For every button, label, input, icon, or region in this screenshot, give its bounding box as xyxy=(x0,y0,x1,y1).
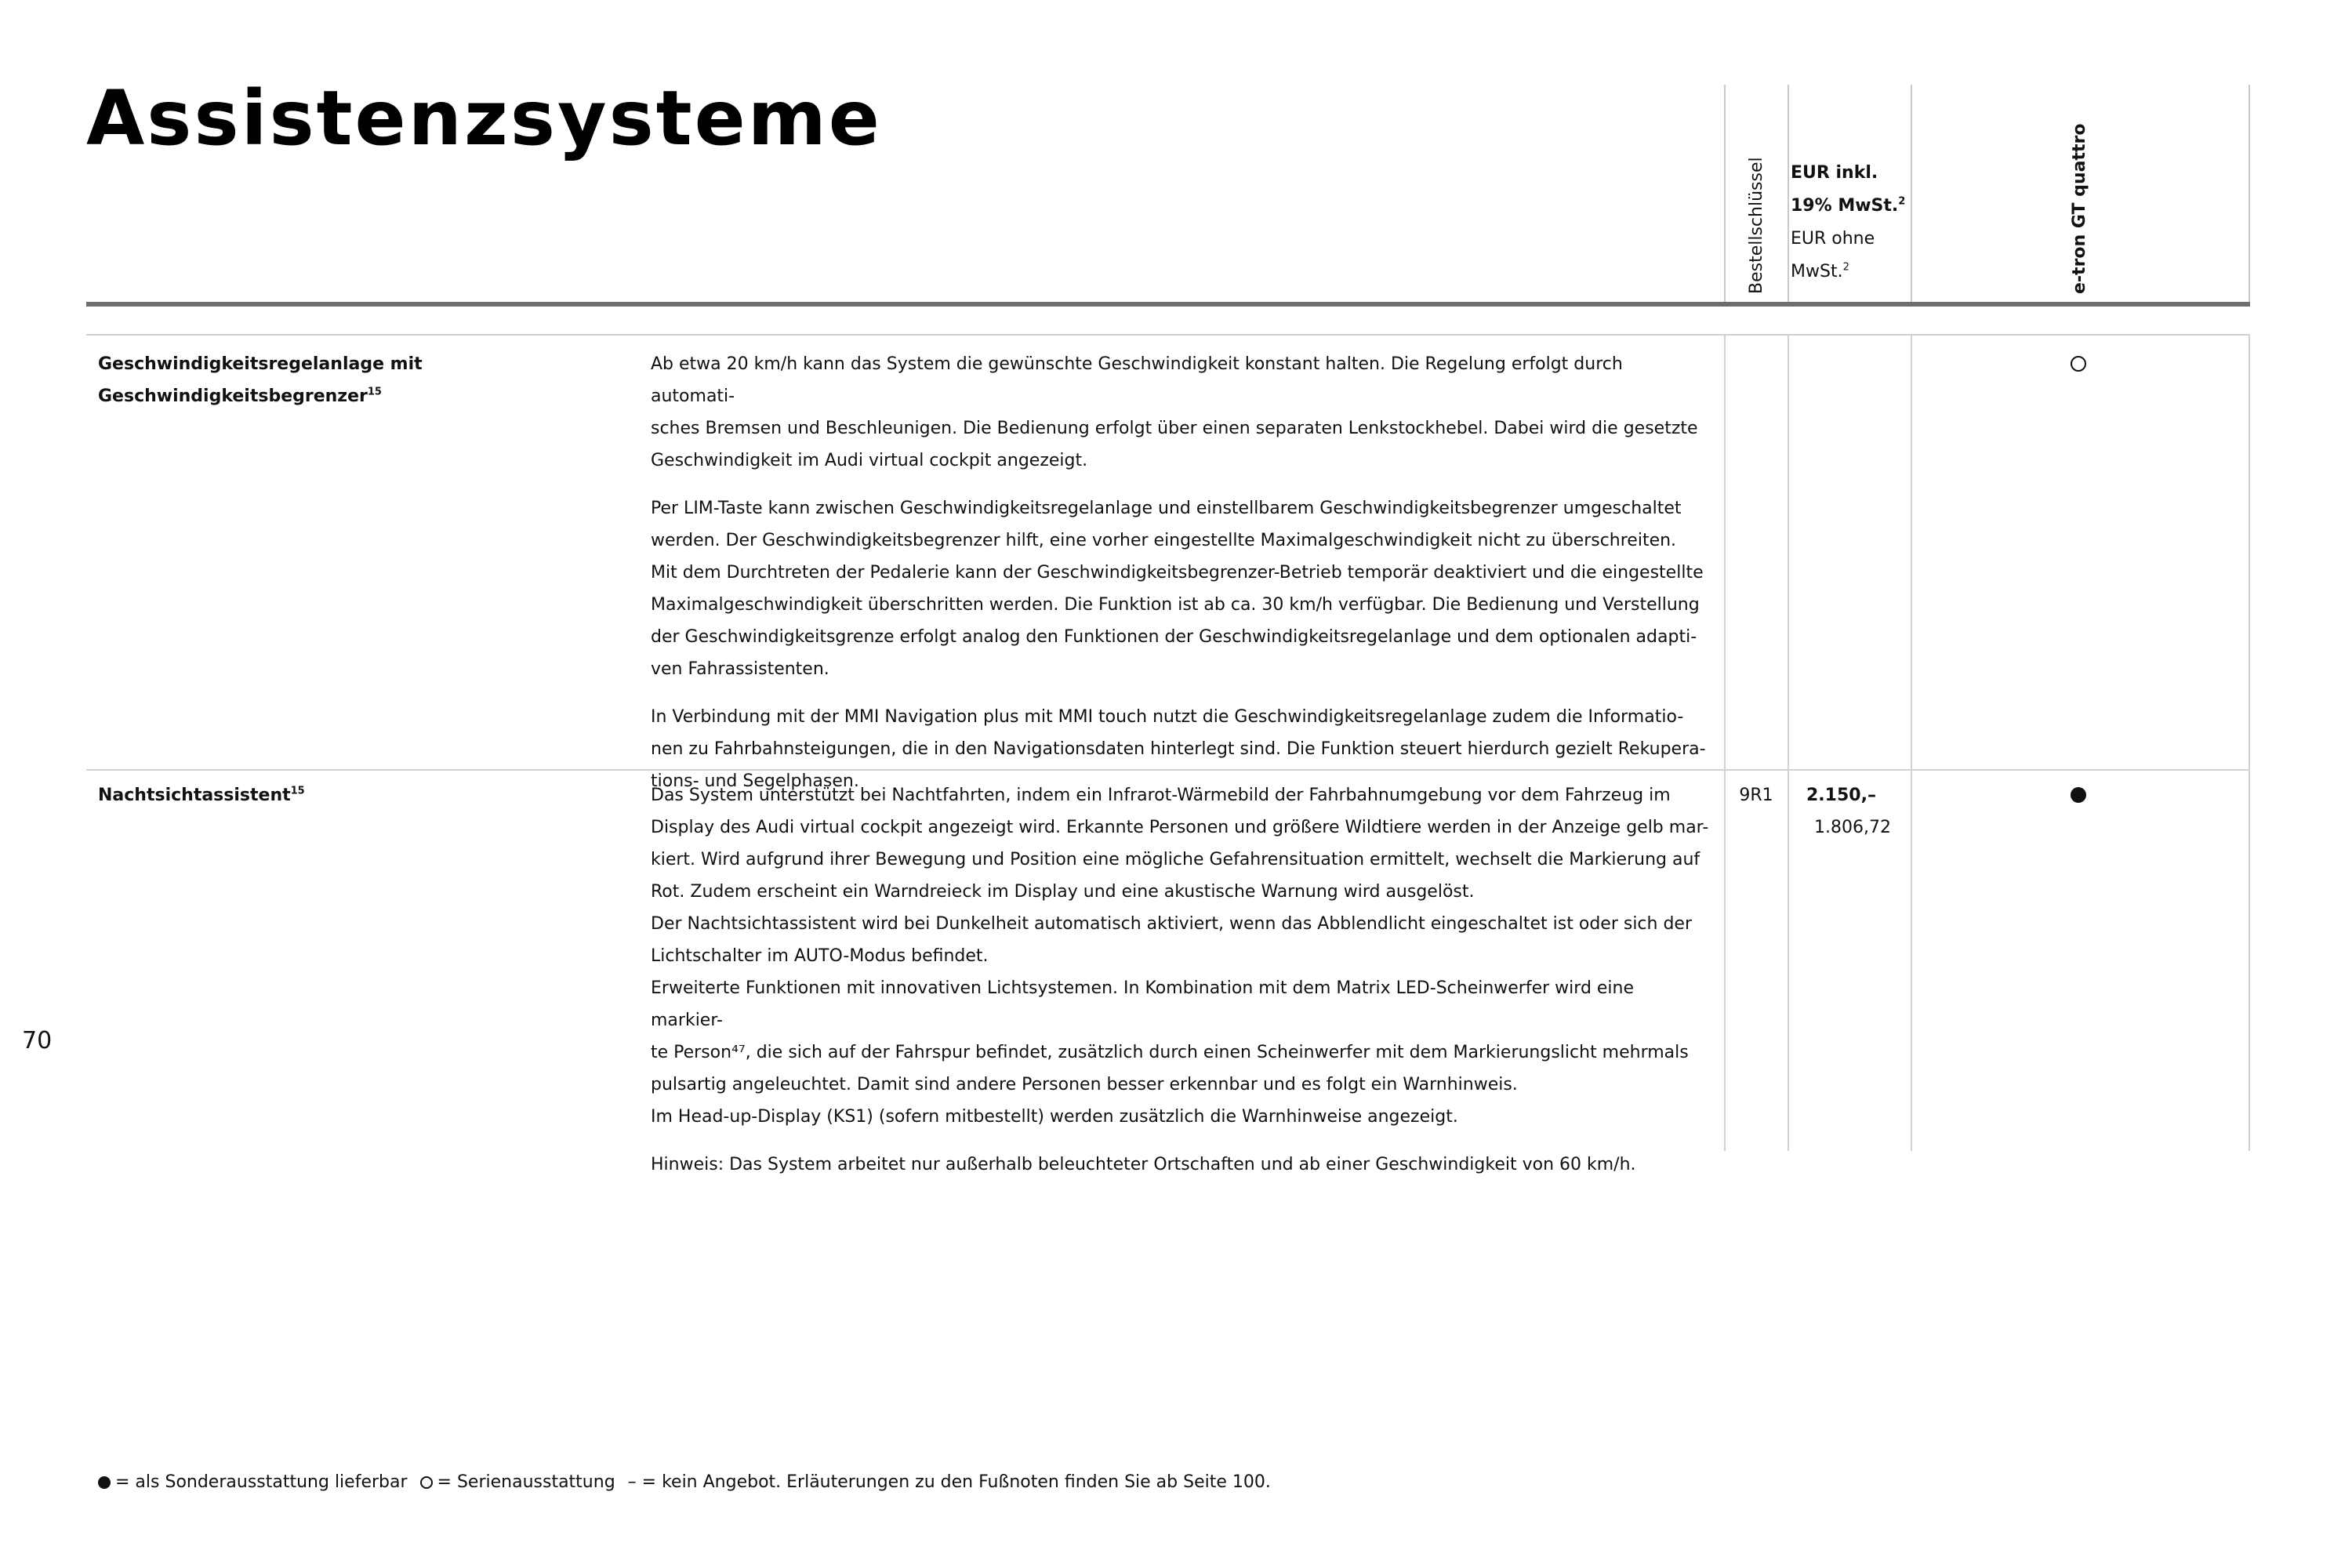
open-circle-icon xyxy=(420,1476,433,1489)
price-incl-vat: 2.150,– xyxy=(1806,786,1876,805)
feature-description-night-vision xyxy=(651,779,1709,1196)
header-rule xyxy=(86,302,2250,307)
price-excl-vat: 1.806,72 xyxy=(1814,818,1891,837)
price-excl-header-vat: MwSt.$^2$ xyxy=(1791,261,1849,281)
page-number: 70 xyxy=(22,1027,53,1054)
table-top-rule xyxy=(86,334,2250,336)
feature-name-night-vision: Nachtsichtassistent$^{15}$ xyxy=(98,785,305,805)
column-header-order-key: Bestellschlüssel xyxy=(1747,157,1766,294)
legend-optional: = als Sonderausstattung lieferbar xyxy=(115,1472,408,1492)
header-divider xyxy=(2249,85,2250,306)
column-divider xyxy=(2249,336,2250,1151)
description-paragraph: Das System unterstützt bei Nachtfahrten, indem ein Infrarot-Wärmebild der Fahrbahnumgebung vor dem Fahrzeug im Display des Audi virtual cockpit angezeigt wird. Erkannte Personen und größere Wildtiere werden in der Anzeige gelb mar- kiert. Wird aufgrund ihrer Bewegung und Position eine mögliche Gefahrensituation ermittelt, wechselt die Markierung auf Rot. Zudem erscheint ein Warndreieck im Display und eine akustische Warnung wird ausgelöst. Der Nachtsichtassistent wird bei Dunkelheit automatisch aktiviert, wenn das Abblendlicht eingeschaltet ist oder sich der Lichtschalter im AUTO-Modus befindet. Erweiterte Funktionen mit innovativen Lichtsystemen. In Kombination mit dem Matrix LED-Scheinwerfer wird eine markier- te Person⁴⁷, die sich auf der Fahrspur befindet, zusätzlich durch einen Scheinwerfer mit dem Markierungslicht mehrmals pulsartig angeleuchtet. Damit sind andere Personen besser erkennbar und es folgt ein Warnhinweis. Im Head-up-Display (KS1) (sofern mitbestellt) werden zusätzlich die Warnhinweise angezeigt. xyxy=(651,786,1709,1127)
description-paragraph: Hinweis: Das System arbeitet nur außerhalb beleuchteter Ortschaften und ab einer Geschwindigkeit von 60 km/h. xyxy=(651,1155,1636,1174)
filled-circle-icon xyxy=(98,1476,111,1489)
legend xyxy=(98,1470,1271,1495)
description-paragraph: Ab etwa 20 km/h kann das System die gewünschte Geschwindigkeit konstant halten. Die Regelung erfolgt durch automati- sches Bremsen und Beschleunigen. Die Bedienung erfolgt über einen separaten Lenkstockhebel. Dabei wird die gesetzte Geschwindigkeit im Audi virtual cockpit angezeigt. xyxy=(651,354,1698,470)
feature-description-cruise-control xyxy=(651,348,1709,813)
column-divider xyxy=(1911,336,1912,1151)
feature-name-cruise-control: Geschwindigkeitsregelanlage mit Geschwindigkeitsbegrenzer$^{15}$ xyxy=(98,354,423,406)
column-divider xyxy=(1788,336,1789,1151)
row-divider xyxy=(86,769,2250,771)
legend-not-available: – = kein Angebot. Erläuterungen zu den Fußnoten finden Sie ab Seite 100. xyxy=(627,1472,1271,1492)
order-code: 9R1 xyxy=(1739,786,1773,805)
header-divider xyxy=(1724,85,1726,306)
price-incl-header: EUR inkl. xyxy=(1791,163,1878,183)
description-paragraph: In Verbindung mit der MMI Navigation plus mit MMI touch nutzt die Geschwindigkeitsregelanlage zudem die Informatio- nen zu Fahrbahnsteigungen, die in den Navigationsdaten hinterlegt sind. Die Funktion steuert hierdurch gezielt Rekupera- tions- und Segelphasen. xyxy=(651,707,1706,791)
page-title: Assistenzsysteme xyxy=(86,74,882,162)
header-divider xyxy=(1788,85,1789,306)
column-divider xyxy=(1724,336,1726,1151)
header-divider xyxy=(1911,85,1912,306)
price-incl-header-vat: 19% MwSt.$^2$ xyxy=(1791,195,1906,216)
price-cell xyxy=(1806,779,1908,844)
optional-equipment-icon xyxy=(2071,787,2086,803)
legend-standard: = Serienausstattung xyxy=(437,1472,615,1492)
description-paragraph: Per LIM-Taste kann zwischen Geschwindigkeitsregelanlage und einstellbarem Geschwindigkeitsbegrenzer umgeschaltet werden. Der Geschwindigkeitsbegrenzer hilft, eine vorher eingestellte Maximalgeschwindigkeit nicht zu überschreiten. Mit dem Durchtreten der Pedalerie kann der Geschwindigkeitsbegrenzer-Betrieb temporär deaktiviert und die eingestellte Maximalgeschwindigkeit überschritten werden. Die Funktion ist ab ca. 30 km/h verfügbar. Die Bedienung und Verstellung der Geschwindigkeitsgrenze erfolgt analog den Funktionen der Geschwindigkeitsregelanlage und dem optionalen adapti- ven Fahrassistenten. xyxy=(651,499,1704,679)
column-header-model: e-tron GT quattro xyxy=(2070,123,2089,294)
standard-equipment-icon xyxy=(2071,356,2086,372)
column-header-price xyxy=(1791,157,1908,289)
price-excl-header: EUR ohne xyxy=(1791,229,1875,249)
